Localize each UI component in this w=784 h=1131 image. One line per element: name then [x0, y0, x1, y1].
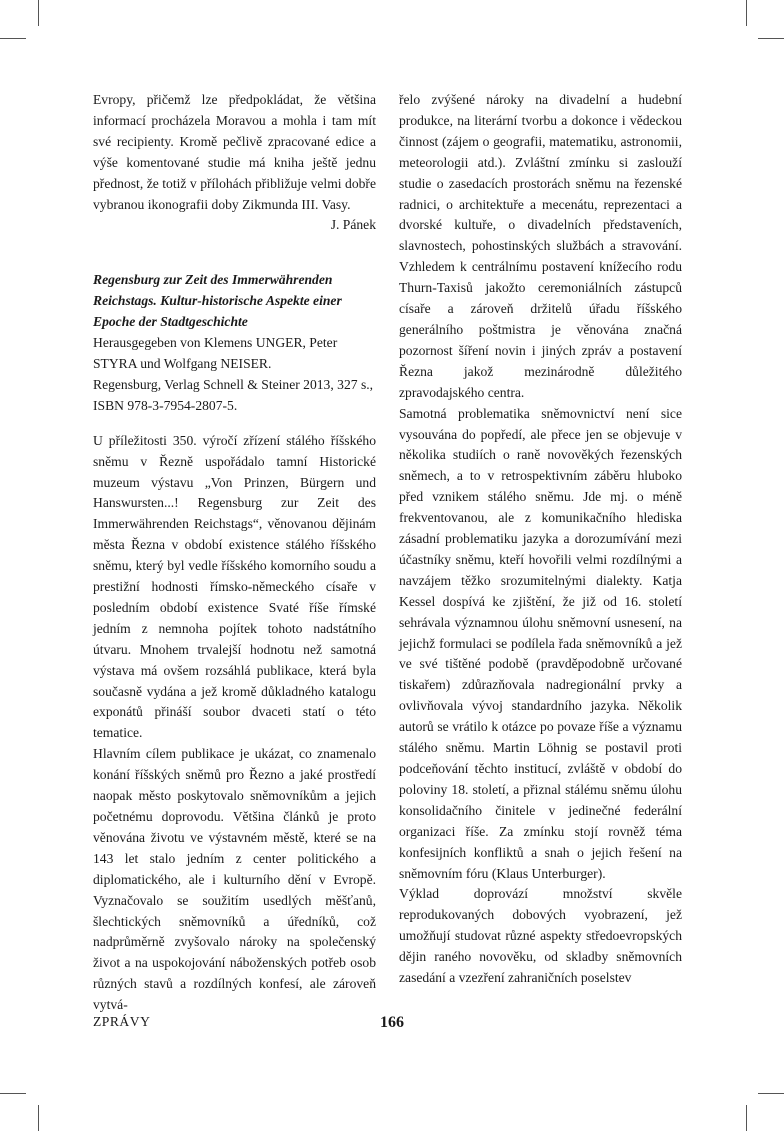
- review-body: [93, 431, 376, 1016]
- book-title: Regensburg zur Zeit des Immerwährenden Reichstags. Kultur-historische Aspekte einer Epoche der Stadtgeschichte: [93, 272, 342, 330]
- review-paragraph: Samotná problematika sněmovnictví není sice vysouvána do popředí, ale přece jen se objevuje v několika studiích o raně novověkých řezenských sněmech, a to v retrospektivním záběru hluboko před vznikem stálého sněmu. Jde mj. o méně frekventovanou, ale z komunikačního hlediska zásadní problematiku jazyka a dorozumívání mezi účastníky sněmu, kteří hovořili velmi rozdílnými a navzájem těžko srozumitelnými dialekty. Katja Kessel dospívá ke zjištění, že již od 16. století sehrávala významnou úlohu sněmovní usnesení, na jejichž formulaci se podílela řada sněmovníků a jež ve své tištěné podobě (pravděpodobně určované tiskařem) zdůrazňovala nadregionální prvky a ovlivňovala vývoj standardního jazyka. Několik autorů se vrátilo k otázce po povaze říše a významu stálého sněmu. Martin Löhnig se postavil proti podceňování těchto institucí, zvláště v období do poloviny 18. století, a přiznal stálému sněmu úlohu konsolidačního činitele v jedinečné federální organizaci říše. Za zmínku stojí rovněž téma konfesijních konfliktů a snah o jejich řešení na sněmovním fóru (Klaus Unterburger).: [399, 405, 682, 881]
- crop-mark: [38, 1105, 39, 1131]
- crop-mark: [0, 1093, 26, 1094]
- left-column: [93, 90, 376, 1016]
- right-column: [399, 90, 682, 989]
- review-paragraph: řelo zvýšené nároky na divadelní a hudební produkce, na literární tvorbu a dokonce i vědeckou činnost (zájem o geografii, matematiku, astronomii, meteorologii atd.). Zvláštní zmínku si zaslouží studie o zasedacích prostorách sněmu na řezenské radnici, o architektuře a mecenátu, reprezentaci a dvorské kultuře, o divadelních představeních, slavnostech, pohostinských službách a stravování. Vzhledem k centrálnímu postavení knížecího rodu Thurn-Taxisů jakožto ceremoniálních zástupců císaře a zároveň držitelů úřadu říšského generálního poštmistra je věnována značná pozornost šíření novin i jiných zpráv a postavení Řezna jakož mezinárodně důležitého zpravodajského centra.: [399, 92, 682, 400]
- page-number: 166: [380, 1014, 404, 1031]
- crop-mark: [746, 0, 747, 26]
- review-paragraph: Výklad doprovází množství skvěle reprodukovaných dobových vyobrazení, jež umožňují studovat různé aspekty středoevropských dějin raného novověku, od skladby sněmovních zasedání a vzezření zahraničních poselstev: [399, 886, 682, 986]
- intro-paragraph: Evropy, přičemž lze předpokládat, že většina informací procházela Moravou a mohla i tam mít své recipienty. Kromě pečlivě zpracované edice a výše komentované studie má kniha ještě jednu přednost, že totiž v přílohách přibližuje velmi dobře vybranou ikonografii doby Zikmunda III. Vasy.: [93, 92, 376, 212]
- section-label: ZPRÁVY: [93, 1014, 151, 1029]
- reviewer-signature: J. Pánek: [330, 217, 376, 233]
- crop-mark: [758, 1093, 784, 1094]
- book-publication: Regensburg, Verlag Schnell & Steiner 2013, 327 s., ISBN 978-3-7954-2807-5.: [93, 376, 374, 413]
- review-paragraph: U příležitosti 350. výročí zřízení stálého říšského sněmu v Řezně uspořádalo tamní Historické muzeum výstavu „Von Prinzen, Bürgern und Hanswursten...! Regensburg zur Zeit des Immerwährenden Reichstags“, věnovanou dějinám města Řezna v období existence stálého říšského sněmu, který byl vedle říšského komorního soudu a prestižní hodnosti římsko-německého císaře v posledním období existence Svaté říše římské jedním z nemnoha pojítek tohoto nadstátního útvaru. Mnohem trvalejší hodnotu než samotná výstava má ovšem rozsáhlá publikace, která byla současně vydána a jež kromě důkladného katalogu exponátů přináší soubor dvaceti statí o této tematice.: [93, 432, 376, 741]
- crop-mark: [746, 1105, 747, 1131]
- review-paragraph: Hlavním cílem publikace je ukázat, co znamenalo konání říšských sněmů pro Řezno a jaké prostředí naopak město poskytovalo sněmovníkům a jejich početnému doprovodu. Většina článků je proto věnována životu ve výstavném městě, které se na 143 let stalo jedním z center politického a diplomatického, ale i kulturního dění v Evropě. Vyznačovalo se soužitím usedlých měšťanů, šlechtických sněmovníků a úředníků, což nadprůměrně zvyšovalo nároky na společenský život a na uspokojování náboženských potřeb osob různých stavů a rozdílných konfesí, ale zároveň vytvá-: [93, 746, 376, 1013]
- crop-mark: [0, 38, 26, 39]
- crop-mark: [758, 38, 784, 39]
- book-citation: [93, 270, 376, 416]
- book-editors: Herausgegeben von Klemens UNGER, Peter STYRA und Wolfgang NEISER.: [93, 335, 338, 371]
- crop-mark: [38, 0, 39, 26]
